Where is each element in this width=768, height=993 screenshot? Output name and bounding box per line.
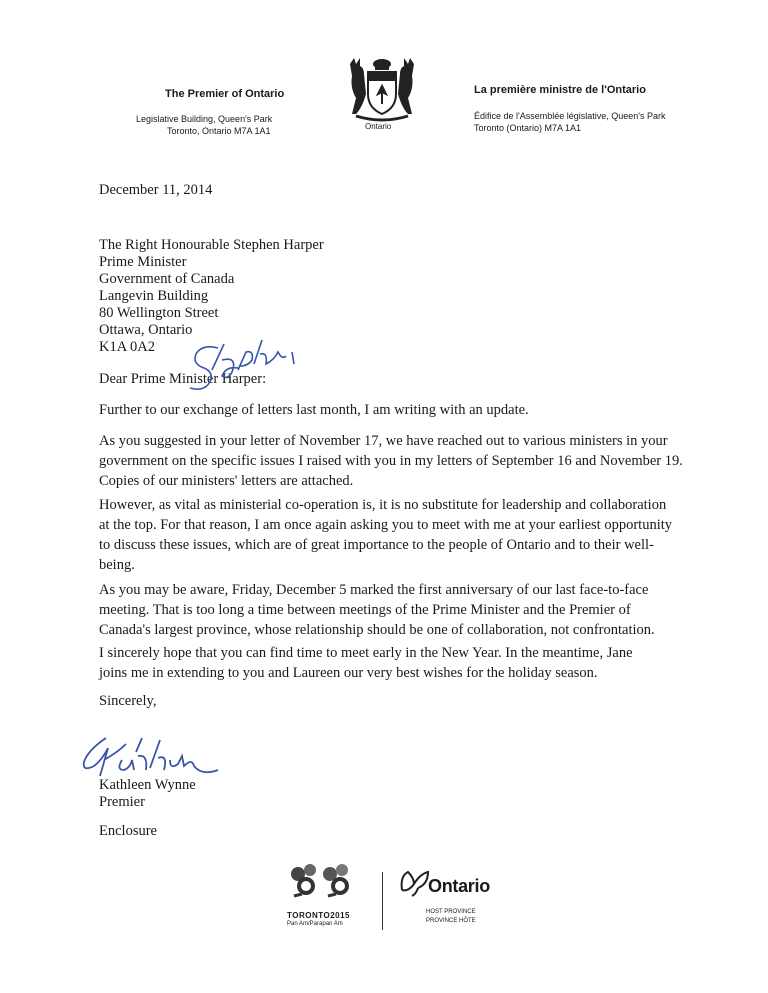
signatory-title: Premier	[99, 794, 145, 810]
recipient-line: Government of Canada	[99, 271, 235, 287]
recipient-line: Langevin Building	[99, 288, 209, 304]
handwritten-stephen-signature	[182, 330, 312, 395]
paragraph-line: Copies of our ministers' letters are attached.	[99, 473, 354, 489]
paragraph-line: Canada's largest province, whose relationship should be one of collaboration, not confrontation.	[99, 622, 655, 638]
recipient-line: K1A 0A2	[99, 339, 155, 355]
paragraph-line: being.	[99, 557, 135, 573]
paragraph-line: joins me in extending to you and Laureen our very best wishes for the holiday season.	[99, 665, 598, 681]
letter-date: December 11, 2014	[99, 182, 213, 198]
paragraph-line: Further to our exchange of letters last month, I am writing with an update.	[99, 402, 529, 418]
letterhead-french-address-line-1: Édifice de l'Assemblée législative, Queen's Park	[474, 111, 666, 121]
salutation: Dear Prime Minister Harper:	[99, 371, 267, 387]
toronto-2015-pan-am-logo-icon	[284, 864, 366, 914]
paragraph-line: As you suggested in your letter of November 17, we have reached out to various ministers in your	[99, 433, 668, 449]
paragraph-line: at the top. For that reason, I am once again asking you to meet with me at your earliest opportunity	[99, 517, 673, 533]
body-paragraph	[99, 400, 699, 420]
enclosure-note: Enclosure	[99, 823, 157, 839]
recipient-line: Prime Minister	[99, 254, 187, 270]
body-paragraph	[99, 580, 699, 640]
signatory-name: Kathleen Wynne	[99, 777, 196, 793]
body-paragraph	[99, 495, 699, 575]
ontario-wordmark: Ontario	[428, 876, 490, 896]
letterhead-french-address-line-2: Toronto (Ontario) M7A 1A1	[474, 123, 582, 133]
crest-label: Ontario	[365, 122, 392, 131]
closing: Sincerely,	[99, 693, 157, 709]
panam-sub-label: Pan Am/Parapan Am	[287, 921, 343, 927]
paragraph-line: As you may be aware, Friday, December 5 marked the first anniversary of our last face-to-face	[99, 582, 649, 598]
footer-divider	[382, 872, 383, 930]
paragraph-line: government on the specific issues I raised with you in my letters of September 16 and November 19.	[99, 453, 683, 469]
host-province-english: HOST PROVINCE	[426, 909, 476, 915]
paragraph-line: to discuss these issues, which are of great importance to the people of Ontario and to their well-	[99, 537, 654, 553]
letterhead-english-address-line-2: Toronto, Ontario M7A 1A1	[167, 126, 271, 136]
paragraph-line: meeting. That is too long a time between meetings of the Prime Minister and the Premier of	[99, 602, 631, 618]
letterhead-english-address-line-1: Legislative Building, Queen's Park	[136, 114, 273, 124]
panam-city-label: TORONTO2015	[287, 911, 351, 920]
paragraph-line: However, as vital as ministerial co-operation is, it is no substitute for leadership and collaboration	[99, 497, 667, 513]
host-province-french: PROVINCE HÔTE	[426, 918, 476, 924]
letterhead-french-title: La première ministre de l'Ontario	[474, 84, 646, 96]
body-paragraph	[99, 431, 699, 491]
letterhead-english-title: The Premier of Ontario	[165, 88, 285, 100]
recipient-line: 80 Wellington Street	[99, 305, 219, 321]
ontario-trillium-icon	[398, 868, 432, 898]
body-paragraph	[99, 643, 699, 683]
recipient-line: Ottawa, Ontario	[99, 322, 193, 338]
paragraph-line: I sincerely hope that you can find time to meet early in the New Year. In the meantime, Jane	[99, 645, 633, 661]
ontario-coat-of-arms-icon	[342, 54, 422, 126]
recipient-line: The Right Honourable Stephen Harper	[99, 237, 324, 253]
